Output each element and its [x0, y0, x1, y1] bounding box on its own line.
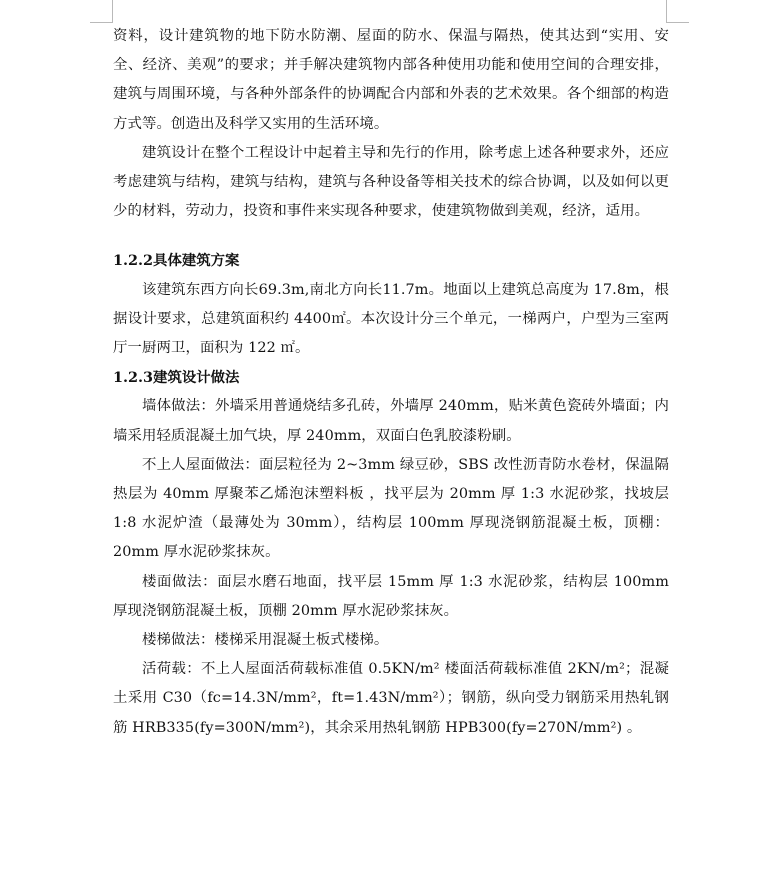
paragraph-wall-method: 墙体做法：外墙采用普通烧结多孔砖，外墙厚 240mm，贴米黄色瓷砖外墙面；内墙采用轻质混凝土加气块，厚 240mm，双面白色乳胶漆粉刷。: [113, 398, 669, 444]
crop-mark-right: [666, 0, 689, 23]
document-page: [113, 22, 669, 743]
heading-1-2-3: 1.2.3建筑设计做法: [113, 369, 240, 387]
crop-mark-left: [90, 0, 113, 23]
paragraph-roof-method: 不上人屋面做法：面层粒径为 2~3mm 绿豆砂，SBS 改性沥青防水卷材，保温隔热层为 40mm 厚聚苯乙烯泡沫塑料板 ，找平层为 20mm 厚 1:3 水泥砂浆，找坡层 1:8 水泥炉渣（最薄处为 30mm），结构层 100mm 厚现浇钢筋混凝土板，顶棚：20mm 厚水泥砂浆抹灰。: [113, 456, 669, 561]
paragraph-live-load: 活荷载：不上人屋面活荷载标准值 0.5KN/m² 楼面活荷载标准值 2KN/m²；混凝土采用 C30（fc=14.3N/mm²，ft=1.43N/mm²）；钢筋，纵向受力钢筋采用热轧钢筋 HRB335(fy=300N/mm²)，其余采用热轧钢筋 HPB300(fy=270N/mm²) 。: [113, 661, 669, 736]
heading-1-2-2: 1.2.2具体建筑方案: [113, 252, 240, 270]
paragraph-floor-method: 楼面做法：面层水磨石地面，找平层 15mm 厚 1:3 水泥砂浆，结构层 100mm 厚现浇钢筋混凝土板，顶棚 20mm 厚水泥砂浆抹灰。: [113, 573, 669, 619]
paragraph-building-plan: 该建筑东西方向长69.3m,南北方向长11.7m。地面以上建筑总高度为 17.8m，根据设计要求，总建筑面积约 4400㎡。本次设计分三个单元，一梯两户，户型为三室两厅一厨两卫，面积为 122 ㎡。: [113, 281, 669, 357]
paragraph-design-role: 建筑设计在整个工程设计中起着主导和先行的作用，除考虑上述各种要求外，还应考虑建筑与结构，建筑与结构，建筑与各种设备等相关技术的综合协调，以及如何以更少的材料，劳动力，投资和事件来实现各种要求，使建筑物做到美观，经济，适用。: [113, 144, 669, 220]
section-gap: [113, 226, 669, 246]
paragraph-design-goals: 资料，设计建筑物的地下防水防潮、屋面的防水、保温与隔热，使其达到“实用、安全、经济、美观”的要求；并手解决建筑物内部各种使用功能和使用空间的合理安排，建筑与周围环境，与各种外部条件的协调配合内部和外表的艺术效果。各个细部的构造方式等。创造出及科学又实用的生活环境。: [113, 28, 669, 132]
paragraph-stair-method: 楼梯做法：楼梯采用混凝土板式楼梯。: [142, 632, 389, 649]
